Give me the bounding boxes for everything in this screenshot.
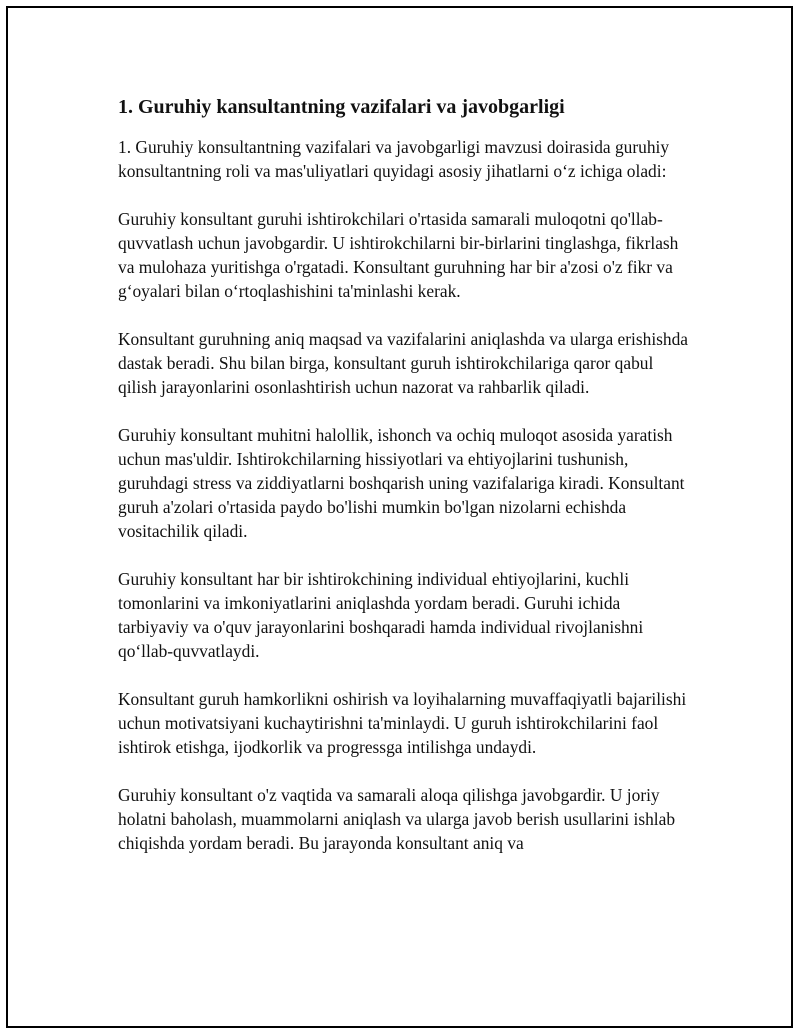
paragraph-motivation: Konsultant guruh hamkorlikni oshirish va loyihalarning muvaffaqiyatli bajarilishi uchun motivatsiyani kuchaytirishni ta'minlaydi. U guruh ishtirokchilarini faol ishtirok etishga, ijodkorlik va progressga intilishga undaydi. (118, 689, 687, 757)
paragraph-environment: Guruhiy konsultant muhitni halollik, ishonch va ochiq muloqot asosida yaratish uchun mas'uldir. Ishtirokchilarning hissiyotlari va ehtiyojlarini tushunish, guruhdagi stress va ziddiyatlarni boshqarish uning vazifalariga kiradi. Konsultant guruh a'zolari o'rtasida paydo bo'lishi mumkin bo'lgan nizolarni echishda vositachilik qiladi. (118, 425, 685, 541)
paragraph-timely-communication: Guruhiy konsultant o'z vaqtida va samarali aloqa qilishga javobgardir. U joriy holatni baholash, muammolarni aniqlash va ularga javob berish usullarini ishlab chiqishda yordam beradi. Bu jarayonda konsultant aniq va (118, 785, 676, 853)
paragraph-goals: Konsultant guruhning aniq maqsad va vazifalarini aniqlashda va ularga erishishda dastak beradi. Shu bilan birga, konsultant guruh ishtirokchilariga qaror qabul qilish jarayonlarini osonlashtirish uchun nazorat va rahbarlik qiladi. (118, 329, 689, 397)
paragraph-intro: 1. Guruhiy konsultantning vazifalari va javobgarligi mavzusi doirasida guruhiy konsultantning roli va mas'uliyatlari quyidagi asosiy jihatlarni o‘z ichiga oladi: (118, 137, 670, 181)
document-body (118, 92, 690, 879)
paragraph-communication: Guruhiy konsultant guruhi ishtirokchilari o'rtasida samarali muloqotni qo'llab-quvvatlash uchun javobgardir. U ishtirokchilarni bir-birlarini tinglashga, fikrlash va mulohaza yuritishga o'rgatadi. Konsultant guruhning har bir a'zosi o'z fikr va g‘oyalari bilan o‘rtoqlashishini ta'minlashi kerak. (118, 209, 679, 301)
paragraph-individual-needs: Guruhiy konsultant har bir ishtirokchining individual ehtiyojlarini, kuchli tomonlarini va imkoniyatlarini aniqlashda yordam beradi. Guruhi ichida tarbiyaviy va o'quv jarayonlarini boshqaradi hamda individual rivojlanishni qo‘llab-quvvatlaydi. (118, 569, 644, 661)
document-heading: 1. Guruhiy kansultantning vazifalari va javobgarligi (118, 96, 565, 118)
